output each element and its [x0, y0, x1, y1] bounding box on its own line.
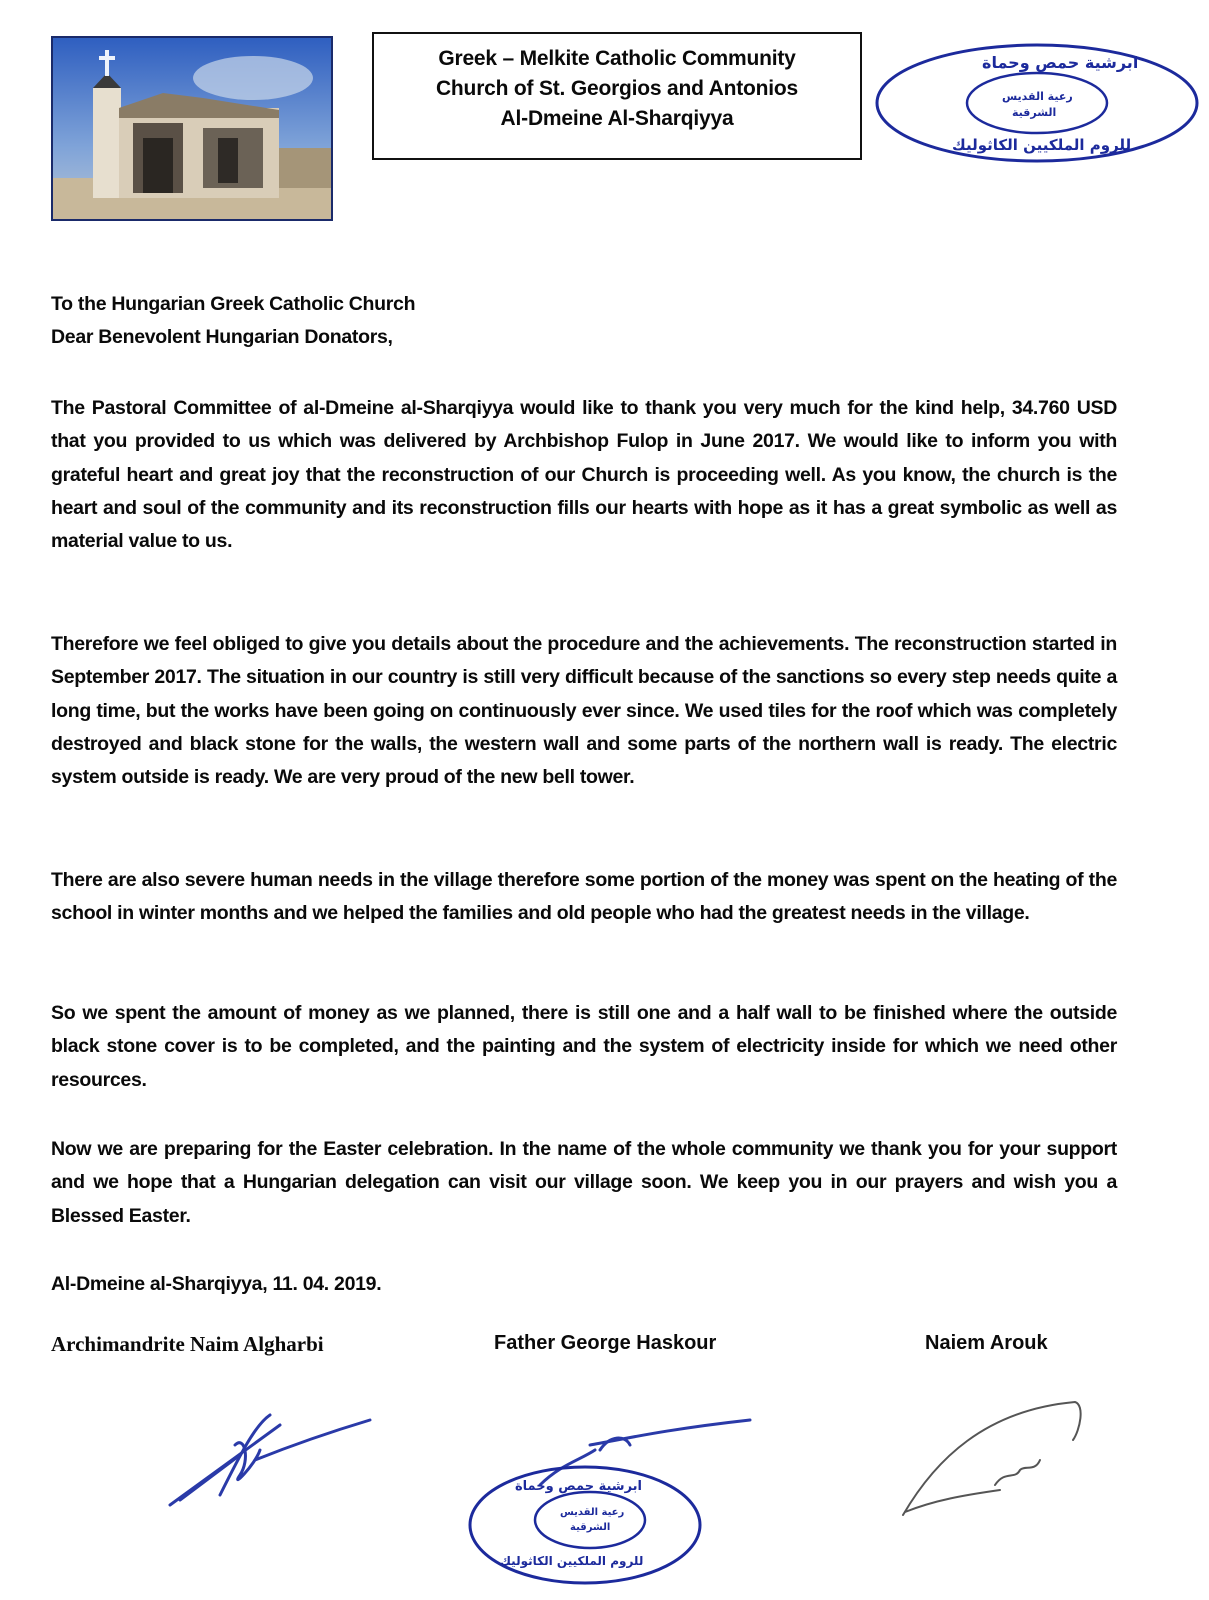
svg-text:رعية القديس: رعية القديس [1002, 90, 1073, 103]
paragraph-remaining-work: So we spent the amount of money as we planned, there is still one and a half wall to be finished where the outside black stone cover is to be completed, and the painting and the system of electricity inside for which we need other resources. [51, 1002, 1117, 1091]
signatory-name-1: Archimandrite Naim Algharbi [51, 1332, 324, 1356]
recipient-line: To the Hungarian Greek Catholic Church [51, 293, 416, 315]
signatory-name-2: Father George Haskour [494, 1332, 717, 1354]
signatory-name-3: Naiem Arouk [925, 1332, 1048, 1354]
church-name: Church of St. Georgios and Antonios [435, 77, 799, 100]
svg-text:للروم الملكيين الكاثوليك: للروم الملكيين الكاثوليك [952, 136, 1132, 154]
svg-text:رعية القديس: رعية القديس [560, 1507, 625, 1518]
signature-scribble-icon [160, 1405, 380, 1515]
signature-3 [895, 1400, 1095, 1525]
greeting-block [51, 288, 1117, 355]
paragraph-thanks: The Pastoral Committee of al-Dmeine al-Sharqiyya would like to thank you very much for the kind help, 34.760 USD that you provided to us which was delivered by Archbishop Fulop in June 2017. We would like to inform you with grateful heart and great joy that the reconstruction of our Church is proceeding well. As you know, the church is the heart and soul of the community and its reconstruction fills our hearts with hope as it has a great symbolic as well as material value to us. [51, 397, 1117, 553]
church-photo [51, 36, 333, 221]
salutation-line: Dear Benevolent Hungarian Donators, [51, 326, 393, 349]
svg-text:الشرقية: الشرقية [1012, 106, 1057, 119]
svg-text:ابرشية حمص وحماة: ابرشية حمص وحماة [515, 1479, 642, 1494]
signature-1 [160, 1405, 380, 1520]
signature-scribble-icon [895, 1400, 1095, 1520]
letterhead-title-box [372, 32, 862, 160]
paragraph-easter-wishes: Now we are preparing for the Easter celebration. In the name of the whole community we thank you for your support and we hope that a Hungarian delegation can visit our village soon. We keep you in our prayers and wish you a Blessed Easter. [51, 1138, 1117, 1227]
seal-icon [460, 1415, 760, 1585]
signature-2-with-seal [460, 1415, 760, 1590]
place-date: Al-Dmeine al-Sharqiyya, 11. 04. 2019. [51, 1273, 382, 1295]
svg-text:الشرقية: الشرقية [570, 1522, 611, 1533]
seal-icon [872, 38, 1202, 168]
svg-text:للروم الملكيين الكاثوليك: للروم الملكيين الكاثوليك [500, 1554, 644, 1568]
community-name: Greek – Melkite Catholic Community [438, 47, 796, 70]
paragraph-progress: Therefore we feel obliged to give you details about the procedure and the achievements. The reconstruction started in September 2017. The situation in our country is still very difficult because of the sanctions so every step needs quite a long time, but the works have been going on continuously ever since. We used tiles for the roof which was completely destroyed and black stone for the walls, the western wall and some parts of the northern wall is ready. The electric system outside is ready. We are very proud of the new bell tower. [51, 633, 1117, 789]
location-name: Al-Dmeine Al-Sharqiyya [500, 107, 734, 130]
church-image [53, 38, 331, 219]
paragraph-human-needs: There are also severe human needs in the village therefore some portion of the money was spent on the heating of the school in winter months and we helped the families and old people who had the greatest needs in the village. [51, 869, 1117, 925]
svg-text:ابرشية حمص وحماة: ابرشية حمص وحماة [982, 53, 1139, 72]
official-seal-top [872, 38, 1202, 168]
